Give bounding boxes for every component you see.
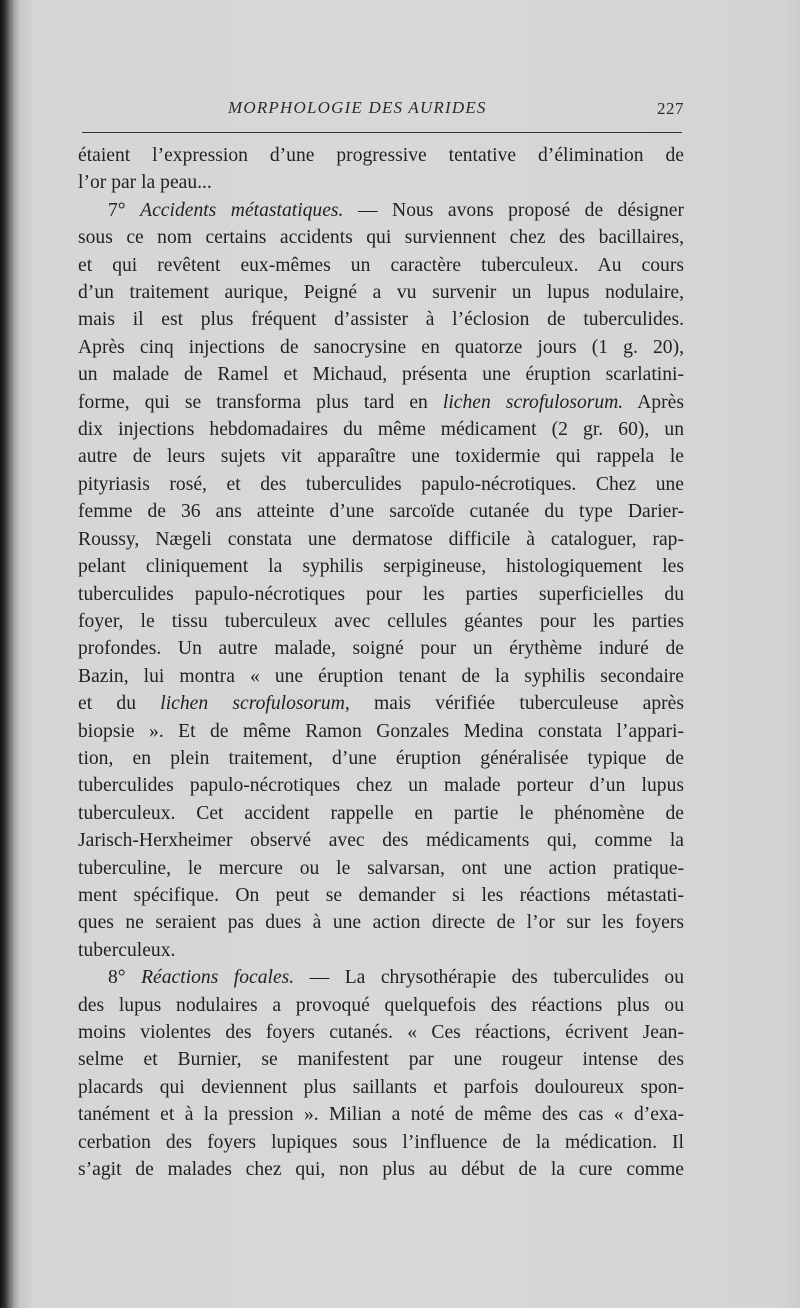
- italic-term: Réactions focales.: [141, 967, 295, 989]
- page-number: 227: [657, 99, 684, 118]
- text-line: et du lichen scrofulosorum, mais vérifiée tuberculeuse après: [78, 693, 684, 715]
- header-rule: [82, 132, 682, 133]
- text-line: Roussy, Nægeli constata une dermatose difficile à cataloguer, rap-: [78, 528, 684, 550]
- text-line: biopsie ». Et de même Ramon Gonzales Medina constata l’appari-: [78, 720, 684, 742]
- text-line: 7° Accidents métastatiques. — Nous avons proposé de désigner: [108, 199, 685, 221]
- text-line: un malade de Ramel et Michaud, présenta une éruption scarlatini-: [78, 364, 684, 386]
- text-line: selme et Burnier, se manifestent par une rougeur intense des: [78, 1049, 684, 1071]
- text-line: Après cinq injections de sanocrysine en quatorze jours (1 g. 20),: [78, 336, 684, 358]
- text-line: tuberculides papulo-nécrotiques chez un malade porteur d’un lupus: [78, 775, 684, 797]
- text-line: et qui revêtent eux-mêmes un caractère tuberculeux. Au cours: [78, 254, 684, 276]
- text-line: pityriasis rosé, et des tuberculides papulo-nécrotiques. Chez une: [78, 473, 684, 495]
- text-line: dix injections hebdomadaires du même médicament (2 gr. 60), un: [78, 419, 684, 441]
- text-line: autre de leurs sujets vit apparaître une toxidermie qui rappela le: [78, 446, 684, 468]
- text-line: profondes. Un autre malade, soigné pour un érythème induré de: [78, 638, 684, 660]
- text-line: forme, qui se transforma plus tard en lichen scrofulosorum. Après: [78, 391, 684, 413]
- text-line: pelant cliniquement la syphilis serpigineuse, histologiquement les: [78, 556, 684, 578]
- text-line: tion, en plein traitement, d’une éruption généralisée typique de: [78, 747, 684, 769]
- text-line: tanément et à la pression ». Milian a noté de même des cas « d’exa-: [78, 1104, 684, 1126]
- text-line: ment spécifique. On peut se demander si les réactions métastati-: [78, 884, 684, 906]
- text-line: Jarisch-Herxheimer observé avec des médicaments qui, comme la: [78, 830, 684, 852]
- text-line: sous ce nom certains accidents qui surviennent chez des bacillaires,: [78, 227, 684, 249]
- text-line: mais il est plus fréquent d’assister à l’éclosion de tuberculides.: [78, 309, 684, 331]
- page-header: [78, 98, 684, 128]
- italic-term: lichen scrofulosorum.: [442, 391, 624, 413]
- text-line: foyer, le tissu tuberculeux avec cellules géantes pour les parties: [78, 610, 684, 632]
- text-line: tuberculine, le mercure ou le salvarsan, ont une action pratique-: [78, 857, 684, 879]
- italic-term: Accidents métastatiques.: [140, 199, 344, 221]
- text-line: s’agit de malades chez qui, non plus au début de la cure comme: [78, 1159, 684, 1181]
- italic-term: lichen scrofulosorum,: [160, 693, 350, 715]
- text-line: cerbation des foyers lupiques sous l’influence de la médication. Il: [78, 1131, 684, 1153]
- text-line: 8° Réactions focales. — La chrysothérapie des tuberculides ou: [108, 967, 685, 989]
- text-line: étaient l’expression d’une progressive tentative d’élimination de: [78, 145, 684, 166]
- text-line: placards qui deviennent plus saillants et parfois douloureux spon-: [78, 1076, 684, 1098]
- text-line: tuberculides papulo-nécrotiques pour les parties superficielles du: [78, 583, 684, 605]
- book-spine-shadow: [0, 0, 14, 1308]
- text-line: l’or par la peau...: [78, 172, 212, 194]
- body-text: [78, 142, 684, 1183]
- text-line: des lupus nodulaires a provoqué quelquefois des réactions plus ou: [78, 994, 684, 1016]
- running-title: MORPHOLOGIE DES AURIDES: [228, 98, 487, 117]
- text-line: d’un traitement aurique, Peigné a vu survenir un lupus nodulaire,: [78, 282, 684, 304]
- text-line: tuberculeux.: [78, 939, 176, 961]
- text-line: ques ne seraient pas dues à une action directe de l’or sur les foyers: [78, 912, 684, 934]
- text-line: tuberculeux. Cet accident rappelle en partie le phénomène de: [78, 802, 684, 824]
- text-line: moins violentes des foyers cutanés. « Ces réactions, écrivent Jean-: [78, 1022, 684, 1043]
- text-line: Bazin, lui montra « une éruption tenant de la syphilis secondaire: [78, 665, 684, 687]
- text-line: femme de 36 ans atteinte d’une sarcoïde cutanée du type Darier-: [78, 501, 684, 523]
